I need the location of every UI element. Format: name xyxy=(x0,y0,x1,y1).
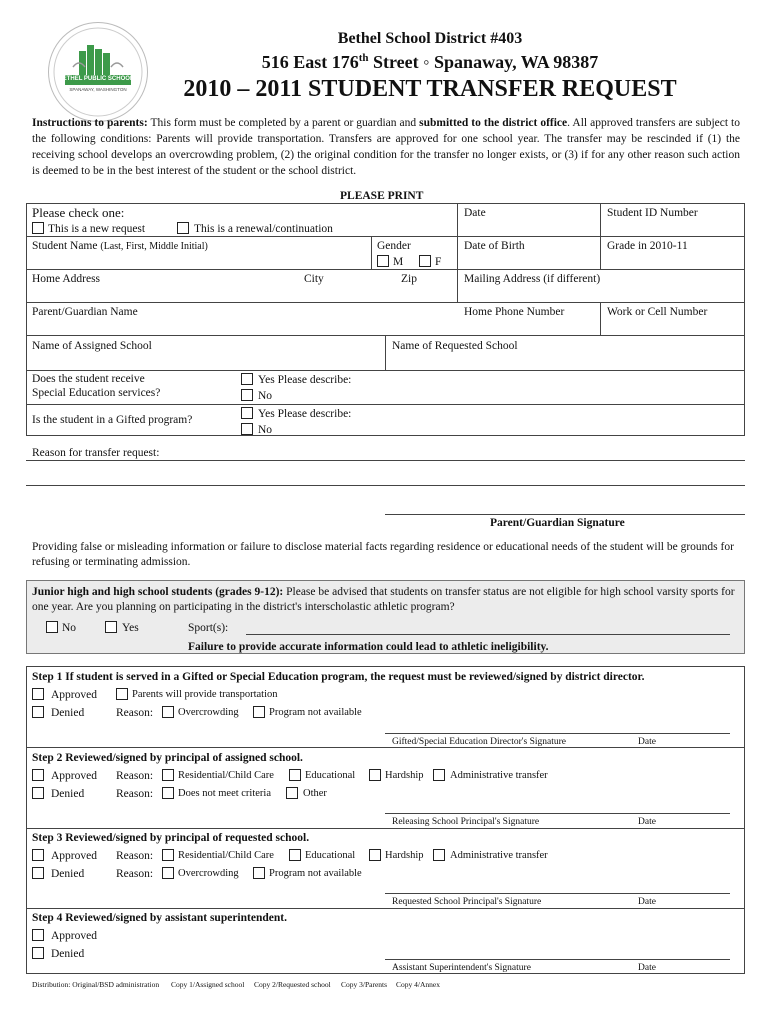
step2-approved-label: Approved xyxy=(51,770,97,782)
gifted-question: Is the student in a Gifted program? xyxy=(32,414,193,426)
step2-hardship-checkbox[interactable] xyxy=(369,769,381,781)
sped-no-label: No xyxy=(258,390,273,402)
student-name-hint: (Last, First, Middle Initial) xyxy=(100,241,208,252)
please-print: PLEASE PRINT xyxy=(340,190,424,202)
step2-educational-label: Educational xyxy=(305,770,356,781)
step4-signature-line[interactable] xyxy=(385,959,730,960)
athletics-no-checkbox[interactable] xyxy=(46,621,58,633)
form-title: 2010 – 2011 STUDENT TRANSFER REQUEST xyxy=(183,76,677,102)
home-address-label: Home Address xyxy=(32,273,101,285)
requested-school-label: Name of Requested School xyxy=(392,340,518,352)
footer-copy-3: Copy 3/Parents xyxy=(341,980,388,989)
gifted-yes-label: Yes Please describe: xyxy=(258,408,352,420)
step3-educational-checkbox[interactable] xyxy=(289,849,301,861)
student-name-label xyxy=(32,239,208,254)
step4-signature-label: Assistant Superintendent's Signature xyxy=(392,963,531,973)
step2-signature-line[interactable] xyxy=(385,813,730,814)
reason-line-2[interactable] xyxy=(26,485,745,486)
footer-copy-2: Copy 2/Requested school xyxy=(254,980,331,989)
step2-date-label: Date xyxy=(638,817,656,827)
address-pre: 516 East 176 xyxy=(261,52,359,72)
footer-copy-4: Copy 4/Annex xyxy=(396,980,440,989)
zip-label: Zip xyxy=(401,273,417,285)
gifted-no-label: No xyxy=(258,424,273,436)
step4-approved-checkbox[interactable] xyxy=(32,929,44,941)
sped-question-2: Special Education services? xyxy=(32,387,161,399)
gender-f-label: F xyxy=(435,256,442,268)
footer-distribution: Distribution: Original/BSD administration xyxy=(32,980,160,989)
instructions-bold: submitted to the district office xyxy=(419,117,568,129)
home-phone-label: Home Phone Number xyxy=(464,306,565,318)
step4-denied-checkbox[interactable] xyxy=(32,947,44,959)
renewal-checkbox[interactable] xyxy=(177,222,189,234)
logo-sub: SPANAWAY, WASHINGTON xyxy=(69,87,127,92)
gifted-no-checkbox[interactable] xyxy=(241,423,253,435)
step3-denied-label: Denied xyxy=(51,868,85,880)
step3-approved-checkbox[interactable] xyxy=(32,849,44,861)
step2-denied-label: Denied xyxy=(51,788,85,800)
step3-administrative-checkbox[interactable] xyxy=(433,849,445,861)
athletics-label: Junior high and high school students (grades 9-12): xyxy=(32,586,284,598)
step2-denied-checkbox[interactable] xyxy=(32,787,44,799)
sped-question-1: Does the student receive xyxy=(32,373,145,385)
gender-f-checkbox[interactable] xyxy=(419,255,431,267)
gender-m-label: M xyxy=(393,256,404,268)
step1-denied-checkbox[interactable] xyxy=(32,706,44,718)
footer-copy-1: Copy 1/Assigned school xyxy=(171,980,245,989)
reason-label: Reason for transfer request: xyxy=(32,447,160,459)
step3-reason2-label: Reason: xyxy=(116,868,154,880)
instructions-text: This form must be completed by a parent or guardian and xyxy=(147,117,420,129)
step2-not-meet-checkbox[interactable] xyxy=(162,787,174,799)
step3-administrative-label: Administrative transfer xyxy=(450,850,548,861)
parent-signature-label: Parent/Guardian Signature xyxy=(490,517,625,529)
assigned-school-label: Name of Assigned School xyxy=(32,340,152,352)
grade-label: Grade in 2010-11 xyxy=(607,240,688,252)
dob-label: Date of Birth xyxy=(464,240,525,252)
step1-not-available-label: Program not available xyxy=(269,707,362,718)
gender-label: Gender xyxy=(377,240,411,252)
gender-m-checkbox[interactable] xyxy=(377,255,389,267)
step2-other-label: Other xyxy=(303,788,327,799)
step4-denied-label: Denied xyxy=(51,948,85,960)
guardian-name-label: Parent/Guardian Name xyxy=(32,306,138,318)
step2-reason2-label: Reason: xyxy=(116,788,154,800)
new-request-label: This is a new request xyxy=(48,223,146,235)
sports-input-line[interactable] xyxy=(246,634,730,635)
renewal-label: This is a renewal/continuation xyxy=(194,223,333,235)
step2-residential-checkbox[interactable] xyxy=(162,769,174,781)
step3-hardship-label: Hardship xyxy=(385,850,424,861)
logo-name: BETHEL PUBLIC SCHOOLS xyxy=(58,76,138,82)
warning-text: Providing false or misleading information or failure to disclose material facts regarding residence or educational needs of the student will be grounds for refusing or terminating admission. xyxy=(32,541,734,568)
failure-warning: Failure to provide accurate information could lead to athletic ineligibility. xyxy=(188,641,549,653)
student-info-table xyxy=(26,203,745,436)
sports-label: Sport(s): xyxy=(188,622,229,634)
student-name-text: Student Name xyxy=(32,240,98,252)
step3-denied-checkbox[interactable] xyxy=(32,867,44,879)
step3-hardship-checkbox[interactable] xyxy=(369,849,381,861)
step3-overcrowding-checkbox[interactable] xyxy=(162,867,174,879)
step1-transport-label: Parents will provide transportation xyxy=(132,689,278,700)
step1-denied-label: Denied xyxy=(51,707,85,719)
athletics-no-label: No xyxy=(62,622,77,634)
step2-other-checkbox[interactable] xyxy=(286,787,298,799)
city-label: City xyxy=(304,273,324,285)
step4-title: Step 4 Reviewed/signed by assistant superintendent. xyxy=(32,912,287,924)
mailing-address-label: Mailing Address (if different) xyxy=(464,273,601,285)
address-sup: th xyxy=(358,52,369,64)
step1-signature-line[interactable] xyxy=(385,733,730,734)
step2-reason-label: Reason: xyxy=(116,770,154,782)
step2-administrative-label: Administrative transfer xyxy=(450,770,548,781)
books-logo-icon xyxy=(49,23,147,121)
check-one-label: Please check one: xyxy=(32,205,125,220)
step2-signature-label: Releasing School Principal's Signature xyxy=(392,817,540,827)
step1-reason-label: Reason: xyxy=(116,707,154,719)
step2-educational-checkbox[interactable] xyxy=(289,769,301,781)
new-request-checkbox[interactable] xyxy=(32,222,44,234)
step2-title: Step 2 Reviewed/signed by principal of assigned school. xyxy=(32,752,303,764)
step3-reason-label: Reason: xyxy=(116,850,154,862)
step3-overcrowding-label: Overcrowding xyxy=(178,868,239,879)
athletics-text xyxy=(32,585,740,615)
step3-residential-checkbox[interactable] xyxy=(162,849,174,861)
step2-residential-label: Residential/Child Care xyxy=(178,770,274,781)
instructions-label: Instructions to parents: xyxy=(32,117,148,129)
step1-transport-checkbox[interactable] xyxy=(116,688,128,700)
date-label: Date xyxy=(464,207,486,219)
step3-not-available-checkbox[interactable] xyxy=(253,867,265,879)
step1-not-available-checkbox[interactable] xyxy=(253,706,265,718)
step3-approved-label: Approved xyxy=(51,850,97,862)
step3-date-label: Date xyxy=(638,897,656,907)
district-name: Bethel School District #403 xyxy=(337,30,523,47)
step3-signature-label: Requested School Principal's Signature xyxy=(392,897,542,907)
district-logo xyxy=(48,22,148,122)
instructions xyxy=(32,115,740,179)
step2-administrative-checkbox[interactable] xyxy=(433,769,445,781)
work-phone-label: Work or Cell Number xyxy=(607,306,708,318)
step1-overcrowding-checkbox[interactable] xyxy=(162,706,174,718)
athletics-yes-label: Yes xyxy=(122,622,139,634)
step3-title: Step 3 Reviewed/signed by principal of requested school. xyxy=(32,832,310,844)
step1-approved-label: Approved xyxy=(51,689,97,701)
sped-yes-label: Yes Please describe: xyxy=(258,374,352,386)
sped-no-checkbox[interactable] xyxy=(241,389,253,401)
step2-hardship-label: Hardship xyxy=(385,770,424,781)
parent-signature-line[interactable] xyxy=(385,514,745,515)
student-id-label: Student ID Number xyxy=(607,207,698,219)
step1-approved-checkbox[interactable] xyxy=(32,688,44,700)
step1-title: Step 1 If student is served in a Gifted or Special Education program, the request must be reviewed/signed by district director. xyxy=(32,671,645,683)
address-post: Street ◦ Spanaway, WA 98387 xyxy=(368,52,599,72)
step3-residential-label: Residential/Child Care xyxy=(178,850,274,861)
step4-date-label: Date xyxy=(638,963,656,973)
sped-yes-checkbox[interactable] xyxy=(241,373,253,385)
step3-signature-line[interactable] xyxy=(385,893,730,894)
step4-approved-label: Approved xyxy=(51,930,97,942)
athletics-yes-checkbox[interactable] xyxy=(105,621,117,633)
step1-signature-label: Gifted/Special Education Director's Signature xyxy=(392,737,566,747)
step2-not-meet-label: Does not meet criteria xyxy=(178,788,272,799)
step3-educational-label: Educational xyxy=(305,850,356,861)
step1-date-label: Date xyxy=(638,737,656,747)
step2-approved-checkbox[interactable] xyxy=(32,769,44,781)
step3-not-available-label: Program not available xyxy=(269,868,362,879)
instructions-text-2: . All approved transfers are subject to the following conditions: Parents will provide transportation. Transfers are approved for one school year. The transfer may be rescinded if (1) the receiving school develops an overcrowding problem, (2) the original condition for the transfer no longer exists, or (3) if for any other reason such action is deemed to be in the best interest of the student or the school district. xyxy=(32,117,741,177)
step1-overcrowding-label: Overcrowding xyxy=(178,707,239,718)
gifted-yes-checkbox[interactable] xyxy=(241,407,253,419)
district-address xyxy=(150,52,710,73)
athletics-body: Please be advised that students on transfer status are not eligible for high school varsity sports for one year. Are you planning on participating in the district's interscholastic athletic program? xyxy=(32,586,735,613)
reason-line-1[interactable] xyxy=(26,460,745,461)
